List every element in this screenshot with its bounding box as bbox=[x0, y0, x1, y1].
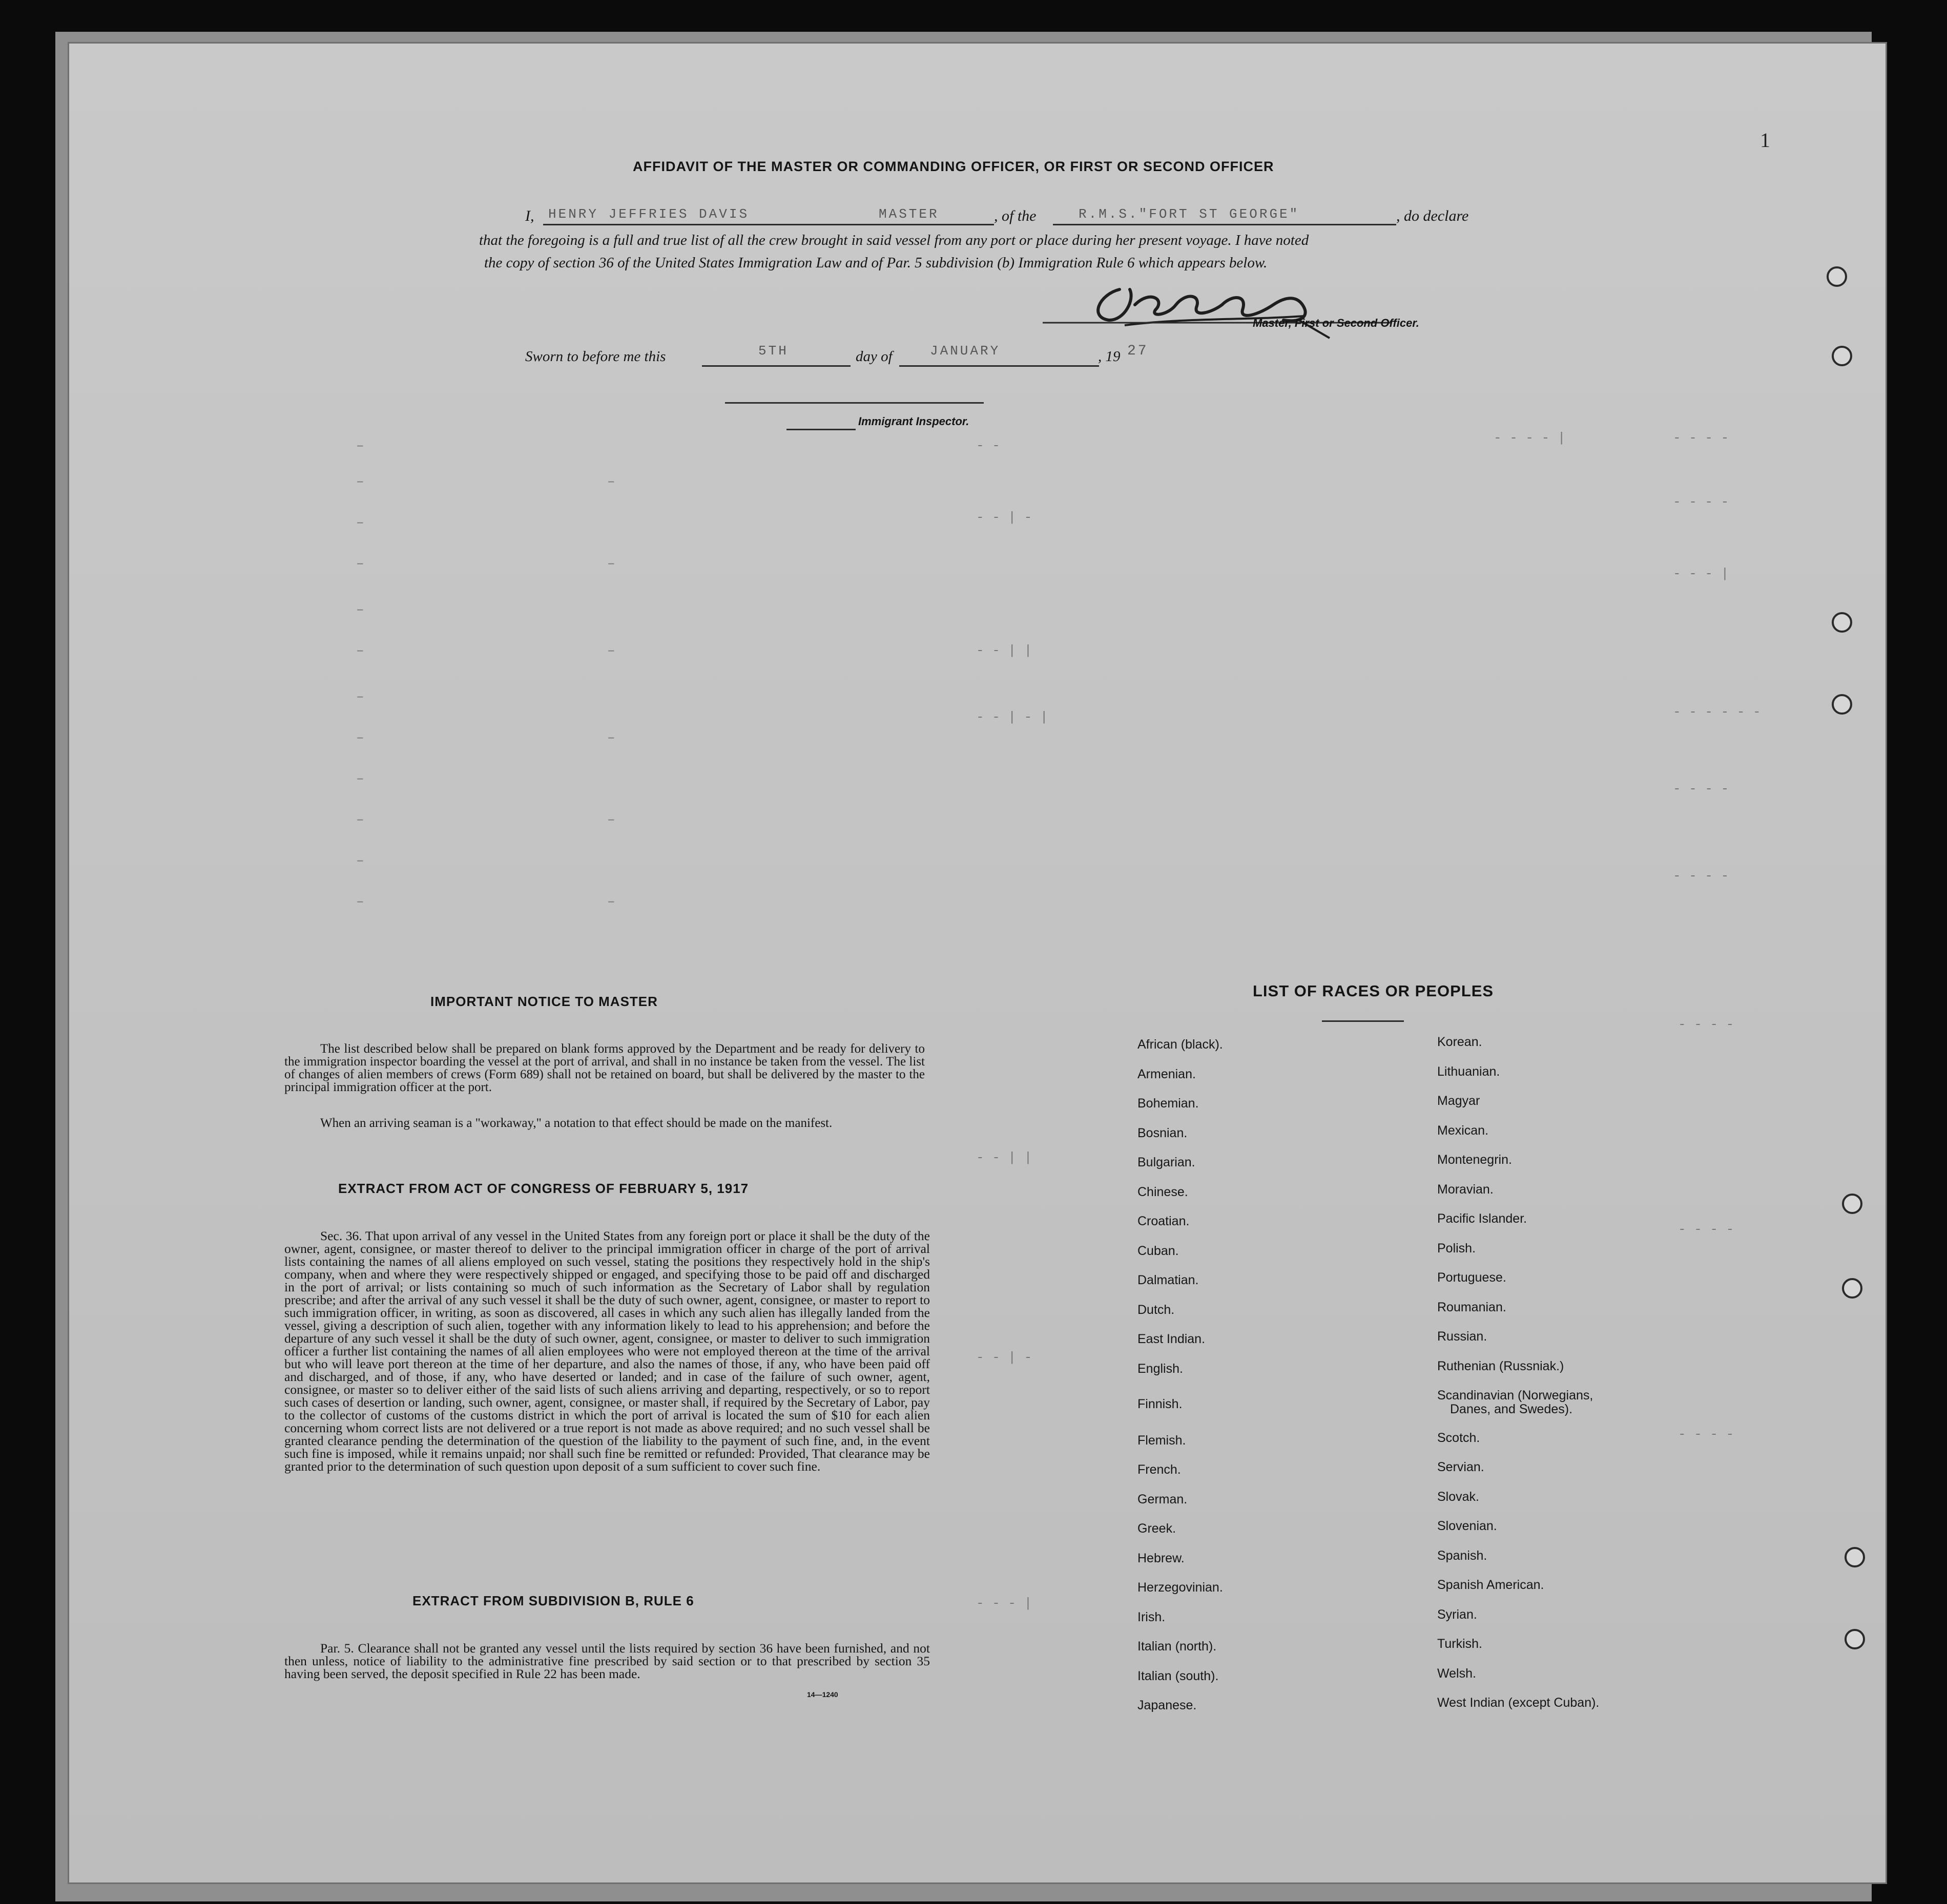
race-item: Turkish. bbox=[1437, 1637, 1482, 1651]
affidavit-prefix: I, bbox=[525, 207, 534, 224]
races-title: LIST OF RACES OR PEOPLES bbox=[1253, 982, 1494, 1000]
year-prefix: , 19 bbox=[1098, 348, 1121, 365]
race-item: Korean. bbox=[1437, 1035, 1482, 1049]
race-item: Herzegovinian. bbox=[1137, 1580, 1223, 1595]
race-item: Roumanian. bbox=[1437, 1300, 1506, 1314]
rule-extract-title: EXTRACT FROM SUBDIVISION B, RULE 6 bbox=[412, 1593, 694, 1608]
notice-paragraph-2: When an arriving seaman is a "workaway," a notation to that effect should be made on the manifest. bbox=[320, 1116, 833, 1130]
act-extract-title: EXTRACT FROM ACT OF CONGRESS OF FEBRUARY 5, 1917 bbox=[338, 1181, 749, 1196]
race-item: Slovenian. bbox=[1437, 1519, 1497, 1533]
race-item: Greek. bbox=[1137, 1521, 1176, 1536]
race-item: Moravian. bbox=[1437, 1182, 1494, 1197]
race-item: Danes, and Swedes). bbox=[1450, 1402, 1573, 1416]
affidavit-line2: that the foregoing is a full and true list of all the crew brought in said vessel from any port or place during her present voyage. I have noted bbox=[479, 232, 1309, 248]
race-item: Slovak. bbox=[1437, 1490, 1479, 1504]
race-item: Montenegrin. bbox=[1437, 1153, 1512, 1167]
race-item: West Indian (except Cuban). bbox=[1437, 1696, 1600, 1710]
sworn-day: 5TH bbox=[758, 343, 789, 359]
notice-title: IMPORTANT NOTICE TO MASTER bbox=[430, 994, 658, 1009]
sworn-prefix: Sworn to before me this bbox=[525, 348, 666, 365]
race-item: Cuban. bbox=[1137, 1244, 1179, 1258]
race-item: English. bbox=[1137, 1362, 1183, 1376]
race-item: Scandinavian (Norwegians, bbox=[1437, 1388, 1593, 1403]
signature-caption: Master, First or Second Officer. bbox=[1253, 317, 1419, 329]
race-item: African (black). bbox=[1137, 1037, 1223, 1052]
affidavit-title: AFFIDAVIT OF THE MASTER OR COMMANDING OFFICER, OR FIRST OR SECOND OFFICER bbox=[633, 159, 1274, 174]
race-item: Pacific Islander. bbox=[1437, 1211, 1527, 1226]
race-item: Dalmatian. bbox=[1137, 1273, 1199, 1287]
race-item: Italian (south). bbox=[1137, 1669, 1219, 1683]
day-of-text: day of bbox=[856, 348, 893, 365]
notice-paragraph-1: The list described below shall be prepared on blank forms approved by the Department and be ready for delivery to the immigration inspector boarding the vessel at the port of arrival, and shall in no instance be taken from the vessel. The list of changes of alien members of crews (Form 689) shall not be retained on board, but shall be delivered by the master to the principal immigration officer at the port. bbox=[284, 1042, 925, 1094]
races-title-underline bbox=[1322, 1020, 1404, 1022]
sworn-year: 27 bbox=[1127, 343, 1149, 359]
race-item: Ruthenian (Russniak.) bbox=[1437, 1359, 1564, 1373]
race-item: Mexican. bbox=[1437, 1123, 1489, 1138]
race-item: Chinese. bbox=[1137, 1185, 1188, 1199]
race-item: Bohemian. bbox=[1137, 1096, 1199, 1111]
race-item: Hebrew. bbox=[1137, 1551, 1185, 1565]
race-item: Scotch. bbox=[1437, 1431, 1480, 1445]
affidavit-line3: the copy of section 36 of the United States Immigration Law and of Par. 5 subdivision (b) Immigration Rule 6 which appears below. bbox=[484, 255, 1268, 271]
race-item: Finnish. bbox=[1137, 1397, 1183, 1411]
race-item: Irish. bbox=[1137, 1610, 1166, 1624]
do-declare-text: , do declare bbox=[1396, 207, 1469, 224]
race-item: Lithuanian. bbox=[1437, 1064, 1500, 1079]
race-item: Italian (north). bbox=[1137, 1639, 1217, 1654]
race-item: Polish. bbox=[1437, 1241, 1476, 1256]
race-item: Russian. bbox=[1437, 1329, 1487, 1344]
sworn-month: JANUARY bbox=[930, 343, 1001, 359]
race-item: East Indian. bbox=[1137, 1332, 1206, 1346]
race-item: Armenian. bbox=[1137, 1067, 1196, 1081]
race-item: German. bbox=[1137, 1492, 1188, 1507]
race-item: Spanish American. bbox=[1437, 1578, 1544, 1592]
race-item: Magyar bbox=[1437, 1094, 1480, 1108]
race-item: Portuguese. bbox=[1437, 1270, 1506, 1285]
form-number: 14—1240 bbox=[807, 1690, 838, 1699]
race-item: Bulgarian. bbox=[1137, 1155, 1195, 1169]
act-extract-body: Sec. 36. That upon arrival of any vessel in the United States from any foreign port or place it shall be the duty of the owner, agent, consignee, or master thereof to deliver to the principal immigration officer in charge of the port of arrival lists containing the names of all aliens employed on such vessel, stating the positions they respectively hold in the ship's company, when and where they were respectively shipped or engaged, and specifying those to be paid off and discharged in the port of arrival; or lists containing so much of such information as the Secretary of Labor shall by regulation prescribe; and after the arrival of any such vessel it shall be the duty of such owner, agent, consignee, or master to report to such immigration officer, in writing, as soon as discovered, all cases in which any such alien has illegally landed from the vessel, giving a description of such alien, together with any information likely to lead to his apprehension; and before the departure of any such vessel it shall be the duty of such owner, agent, consignee, or master to deliver to such immigration officer a further list containing the names of all alien employees who were not employed thereon at the time of the arrival but who will leave port thereon at the time of her departure, and also the names of those, if any, who have been paid off and discharged, and of those, if any, who have deserted or landed; and in case of the failure of such owner, agent, consignee, or master so to deliver either of the said lists of such aliens arriving and departing, respectively, or so to report such cases of desertion or landing, such owner, agent, consignee, or master shall, if required by the Secretary of Labor, pay to the collector of customs of the customs district in which the port of arrival is located the sum of $10 for each alien concerning whom correct lists are not delivered or a true report is not made as above required; and no such vessel shall be granted clearance pending the determination of the question of the liability to the payment of such fine, and, in the event such fine is imposed, while it remains unpaid; nor shall such fine be remitted or refunded: Provided, That clearance may be granted prior to the determination of such question upon deposit of a sum sufficient to cover such fine. bbox=[284, 1228, 930, 1474]
vessel-name: R.M.S."FORT ST GEORGE" bbox=[1079, 206, 1300, 222]
race-item: Servian. bbox=[1437, 1460, 1484, 1474]
race-item: Croatian. bbox=[1137, 1214, 1190, 1228]
of-the-text: , of the bbox=[994, 207, 1037, 224]
race-item: Syrian. bbox=[1437, 1607, 1477, 1622]
race-item: Dutch. bbox=[1137, 1303, 1175, 1317]
race-item: French. bbox=[1137, 1462, 1181, 1477]
rule-extract-body: Par. 5. Clearance shall not be granted any vessel until the lists required by section 36 have been furnished, and not then unless, notice of liability to the administrative fine prescribed by said section or to that prescribed by section 35 having been served, the deposit specified in Rule 22 has been made. bbox=[284, 1641, 930, 1681]
master-name: HENRY JEFFRIES DAVIS bbox=[548, 206, 750, 222]
document-page bbox=[69, 44, 1886, 1882]
race-item: Spanish. bbox=[1437, 1549, 1487, 1563]
race-item: Japanese. bbox=[1137, 1698, 1197, 1712]
inspector-caption: Immigrant Inspector. bbox=[858, 415, 969, 428]
page-mark: 1 bbox=[1760, 129, 1770, 152]
race-item: Flemish. bbox=[1137, 1433, 1186, 1448]
bleed-through-marks: – – – – – – – – – – – – – – – – – – - - - - | - - - | | - - | - | - - | | - - | - - - - | - - - - | - - - - - - - - - - - | - - - - - - - - - - - - - - - - - - - - - - - - - - bbox=[356, 430, 1761, 1611]
master-rank: MASTER bbox=[879, 206, 939, 222]
race-item: Welsh. bbox=[1437, 1666, 1476, 1681]
race-item: Bosnian. bbox=[1137, 1126, 1188, 1140]
